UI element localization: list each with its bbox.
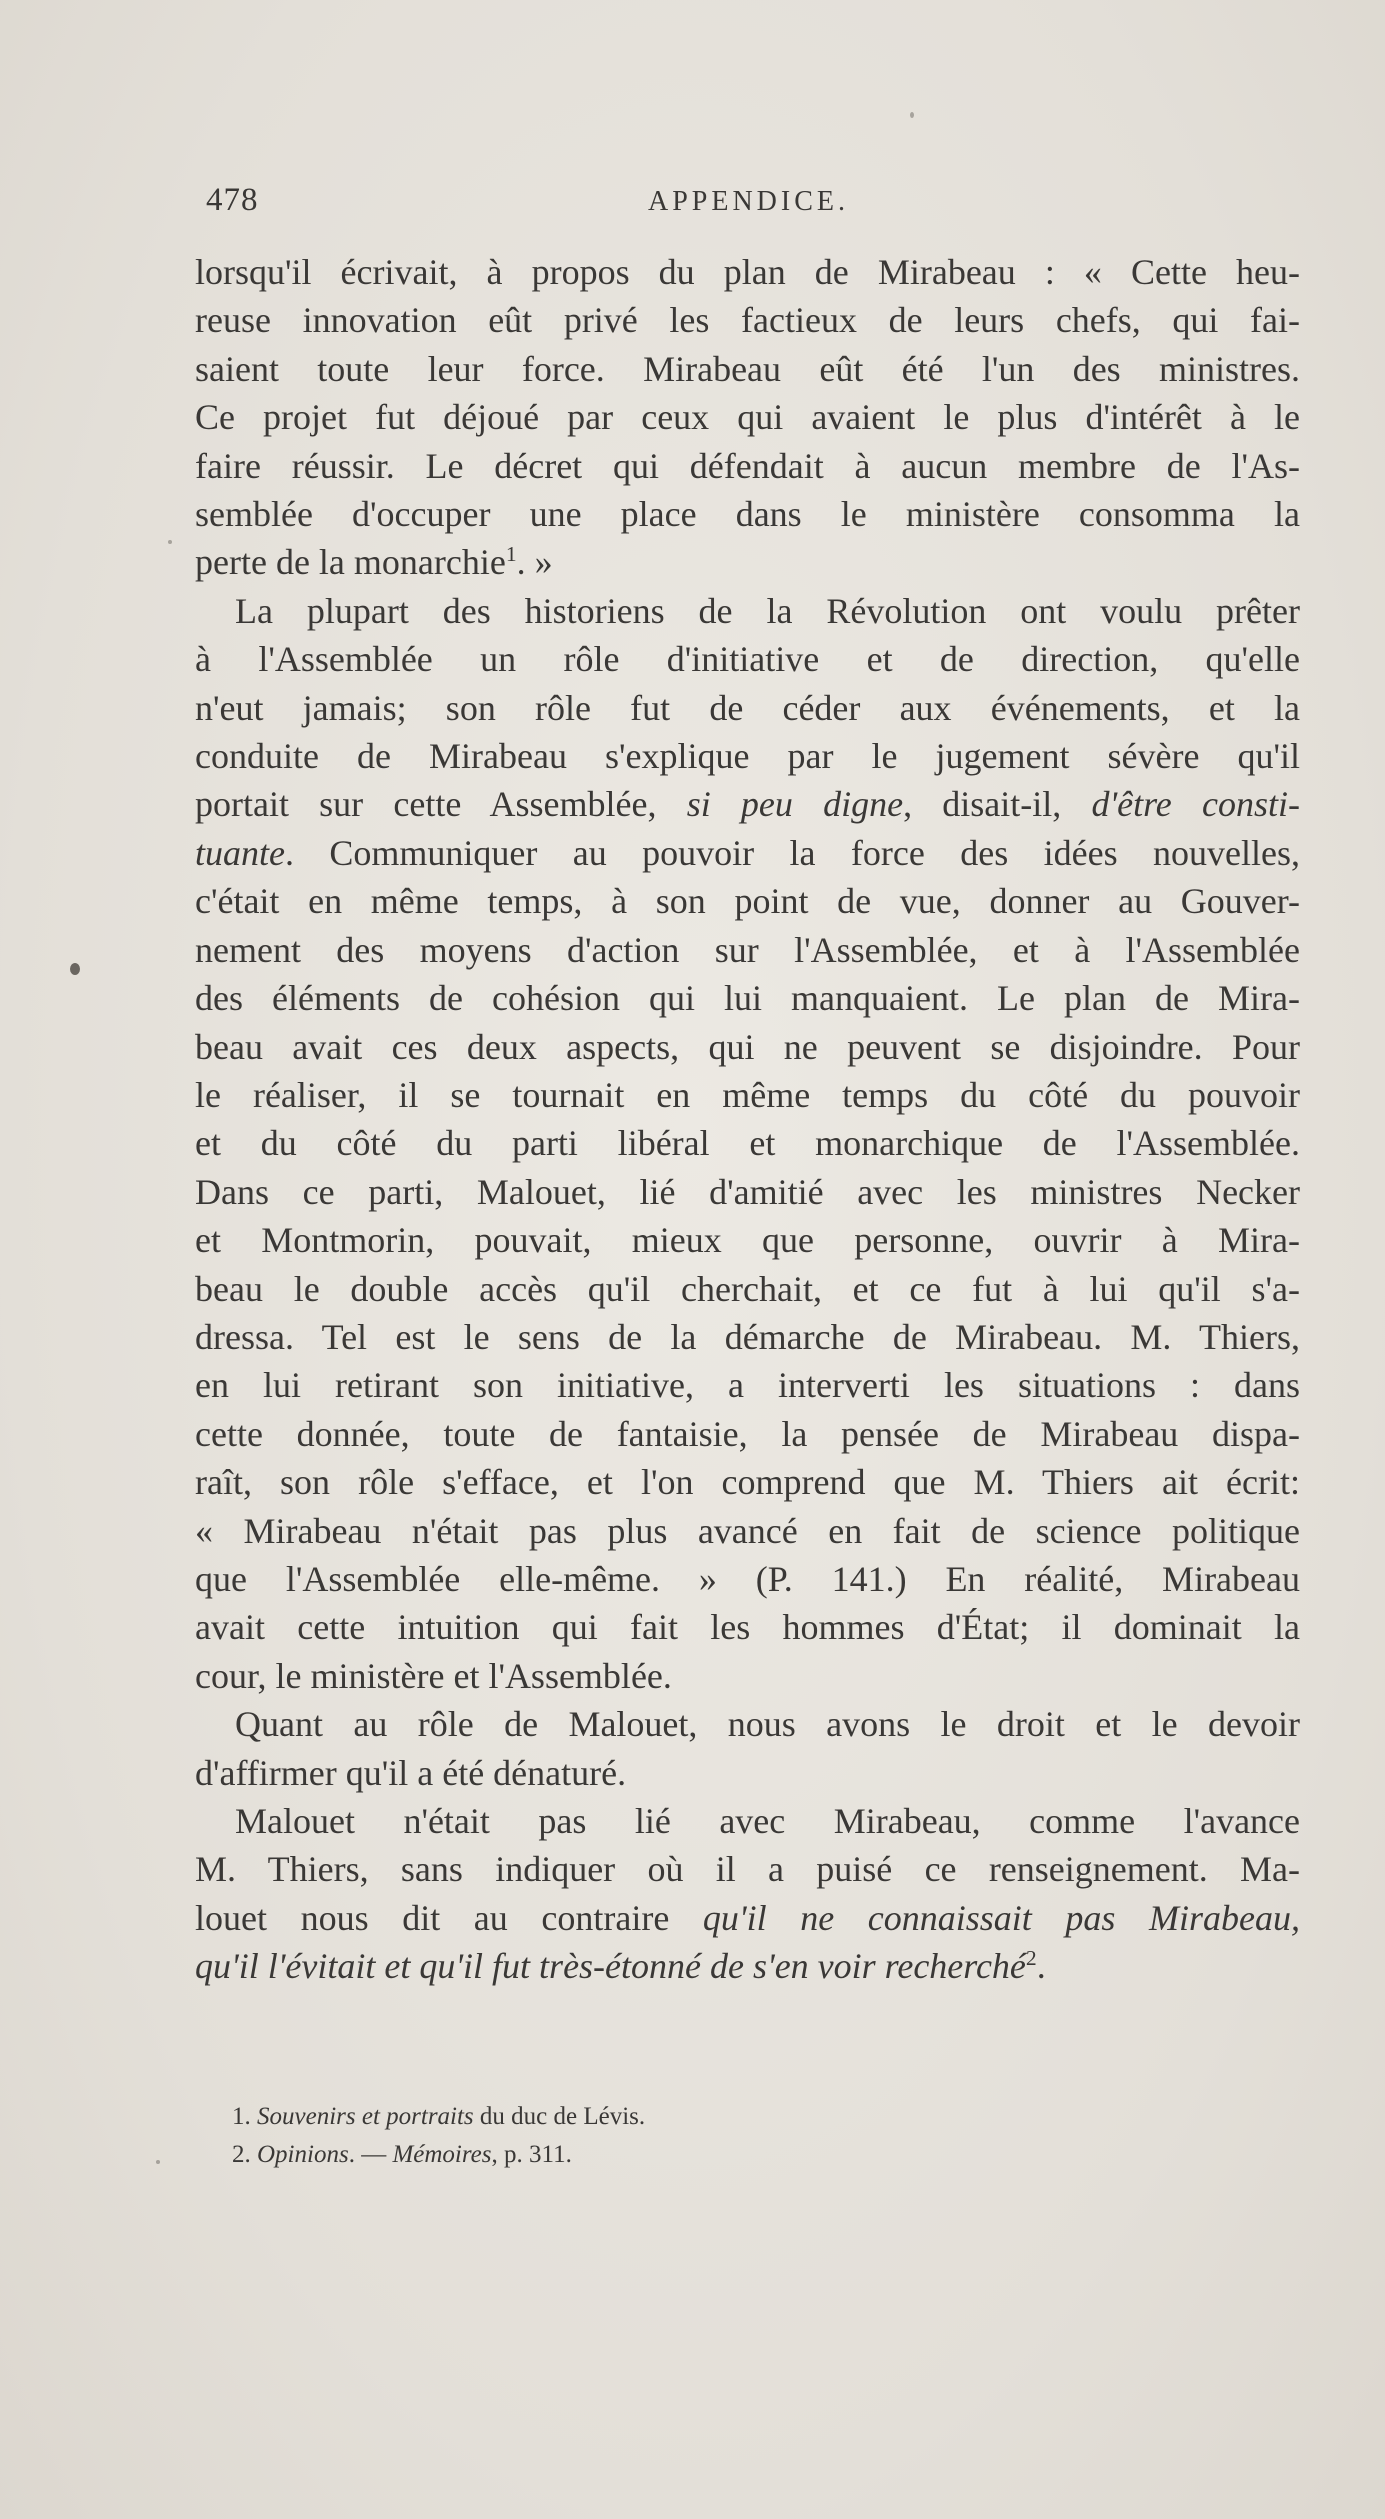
text-fragment: . — [1036, 1946, 1046, 1987]
text-fragment: perte de la monarchie — [195, 542, 506, 583]
paper-speck — [168, 540, 172, 544]
text-line: que l'Assemblée elle-même. » (P. 141.) En réalité, Mirabeau — [195, 1558, 1300, 1599]
text-fragment: portait sur cette Assemblée, — [195, 784, 687, 825]
text-line: « Mirabeau n'était pas plus avancé en fait de science politique — [195, 1510, 1300, 1551]
italic-text: si peu digne — [686, 784, 904, 825]
text-fragment: , disait-il, — [903, 784, 1092, 825]
text-fragment: . — — [348, 2141, 393, 2168]
text-line: c'était en même temps, à son point de vue, donner au Gouver- — [195, 881, 1300, 922]
text-line — [195, 538, 1300, 586]
italic-text: Mémoires — [392, 2141, 492, 2168]
footnote-ref: 2 — [1025, 1946, 1037, 1971]
text-line: en lui retirant son initiative, a interverti les situations : dans — [195, 1365, 1300, 1406]
footnote-ref: 1 — [505, 542, 517, 567]
italic-text: tuante — [195, 832, 285, 873]
text-line: semblée d'occuper une place dans le ministère consomma la — [195, 494, 1300, 535]
text-line: La plupart des historiens de la Révolution ont voulu prêter — [235, 590, 1300, 631]
text-line: beau avait ces deux aspects, qui ne peuvent se disjoindre. Pour — [195, 1026, 1300, 1067]
text-line: M. Thiers, sans indiquer où il a puisé ce renseignement. Ma- — [195, 1849, 1300, 1890]
paragraph — [195, 248, 1300, 587]
paper-speck — [70, 963, 80, 975]
text-line — [195, 829, 1300, 877]
text-line: beau le double accès qu'il cherchait, et ce fut à lui qu'il s'a- — [195, 1268, 1300, 1309]
text-fragment: louet nous dit au contraire — [195, 1897, 703, 1938]
text-line: dressa. Tel est le sens de la démarche de Mirabeau. M. Thiers, — [195, 1316, 1300, 1357]
italic-text: Opinions — [257, 2141, 349, 2168]
text-line: des éléments de cohésion qui lui manquaient. Le plan de Mira- — [195, 978, 1300, 1019]
text-line: et Montmorin, pouvait, mieux que personne, ouvrir à Mira- — [195, 1220, 1300, 1261]
text-line: faire réussir. Le décret qui défendait à aucun membre de l'As- — [195, 445, 1300, 486]
paragraph — [195, 587, 1300, 1700]
paper-speck — [910, 112, 914, 118]
italic-text: Souvenirs et portraits — [257, 2103, 474, 2130]
text-line: Malouet n'était pas lié avec Mirabeau, comme l'avance — [235, 1801, 1300, 1841]
text-line: cette donnée, toute de fantaisie, la pensée de Mirabeau dispa- — [195, 1413, 1300, 1454]
paragraph — [195, 1700, 1300, 1797]
paper-speck — [156, 2160, 160, 2164]
text-line: le réaliser, il se tournait en même temps du côté du pouvoir — [195, 1074, 1300, 1115]
text-line: n'eut jamais; son rôle fut de céder aux événements, et la — [195, 687, 1300, 728]
text-line — [195, 1942, 1300, 1990]
footnote-number: 2. — [232, 2141, 251, 2168]
text-fragment: , p. 311. — [491, 2141, 572, 2168]
text-line: Ce projet fut déjoué par ceux qui avaient le plus d'intérêt à le — [195, 397, 1300, 438]
text-line: cour, le ministère et l'Assemblée. — [195, 1655, 672, 1696]
footnotes — [232, 2098, 1292, 2174]
footnote-number: 1. — [232, 2103, 251, 2130]
text-line: et du côté du parti libéral et monarchique de l'Assemblée. — [195, 1123, 1300, 1164]
text-line: d'affirmer qu'il a été dénaturé. — [195, 1752, 627, 1793]
footnote-1 — [232, 2098, 1292, 2136]
body-text — [195, 248, 1300, 1991]
italic-text: qu'il l'évitait et qu'il fut très-étonné de s'en voir recherché — [195, 1946, 1026, 1987]
text-line: à l'Assemblée un rôle d'initiative et de direction, qu'elle — [195, 639, 1300, 680]
text-line: lorsqu'il écrivait, à propos du plan de Mirabeau : « Cette heu- — [195, 252, 1300, 292]
text-line — [195, 780, 1300, 828]
text-line: Quant au rôle de Malouet, nous avons le droit et le devoir — [235, 1704, 1300, 1745]
text-fragment: du duc de Lévis. — [473, 2103, 646, 2130]
text-line: saient toute leur force. Mirabeau eût été l'un des ministres. — [195, 348, 1300, 389]
running-head: APPENDICE. — [647, 186, 849, 217]
text-line: nement des moyens d'action sur l'Assemblée, et à l'Assemblée — [195, 929, 1300, 970]
text-line: Dans ce parti, Malouet, lié d'amitié avec les ministres Necker — [195, 1171, 1300, 1212]
text-fragment: . » — [516, 542, 553, 583]
page-number: 478 — [206, 182, 259, 218]
page-header — [206, 182, 1291, 232]
text-line: raît, son rôle s'efface, et l'on comprend que M. Thiers ait écrit: — [195, 1462, 1300, 1503]
text-line: reuse innovation eût privé les factieux de leurs chefs, qui fai- — [195, 300, 1300, 341]
paragraph — [195, 1797, 1300, 1991]
text-fragment: . Communiquer au pouvoir la force des idées nouvelles, — [284, 832, 1300, 873]
italic-text: qu'il ne connaissait pas Mirabeau, — [702, 1897, 1300, 1938]
text-line: conduite de Mirabeau s'explique par le jugement sévère qu'il — [195, 736, 1300, 777]
italic-text: d'être consti- — [1091, 784, 1300, 825]
footnote-2 — [232, 2136, 1292, 2174]
text-line — [195, 1894, 1300, 1942]
text-line: avait cette intuition qui fait les hommes d'État; il dominait la — [195, 1607, 1300, 1648]
